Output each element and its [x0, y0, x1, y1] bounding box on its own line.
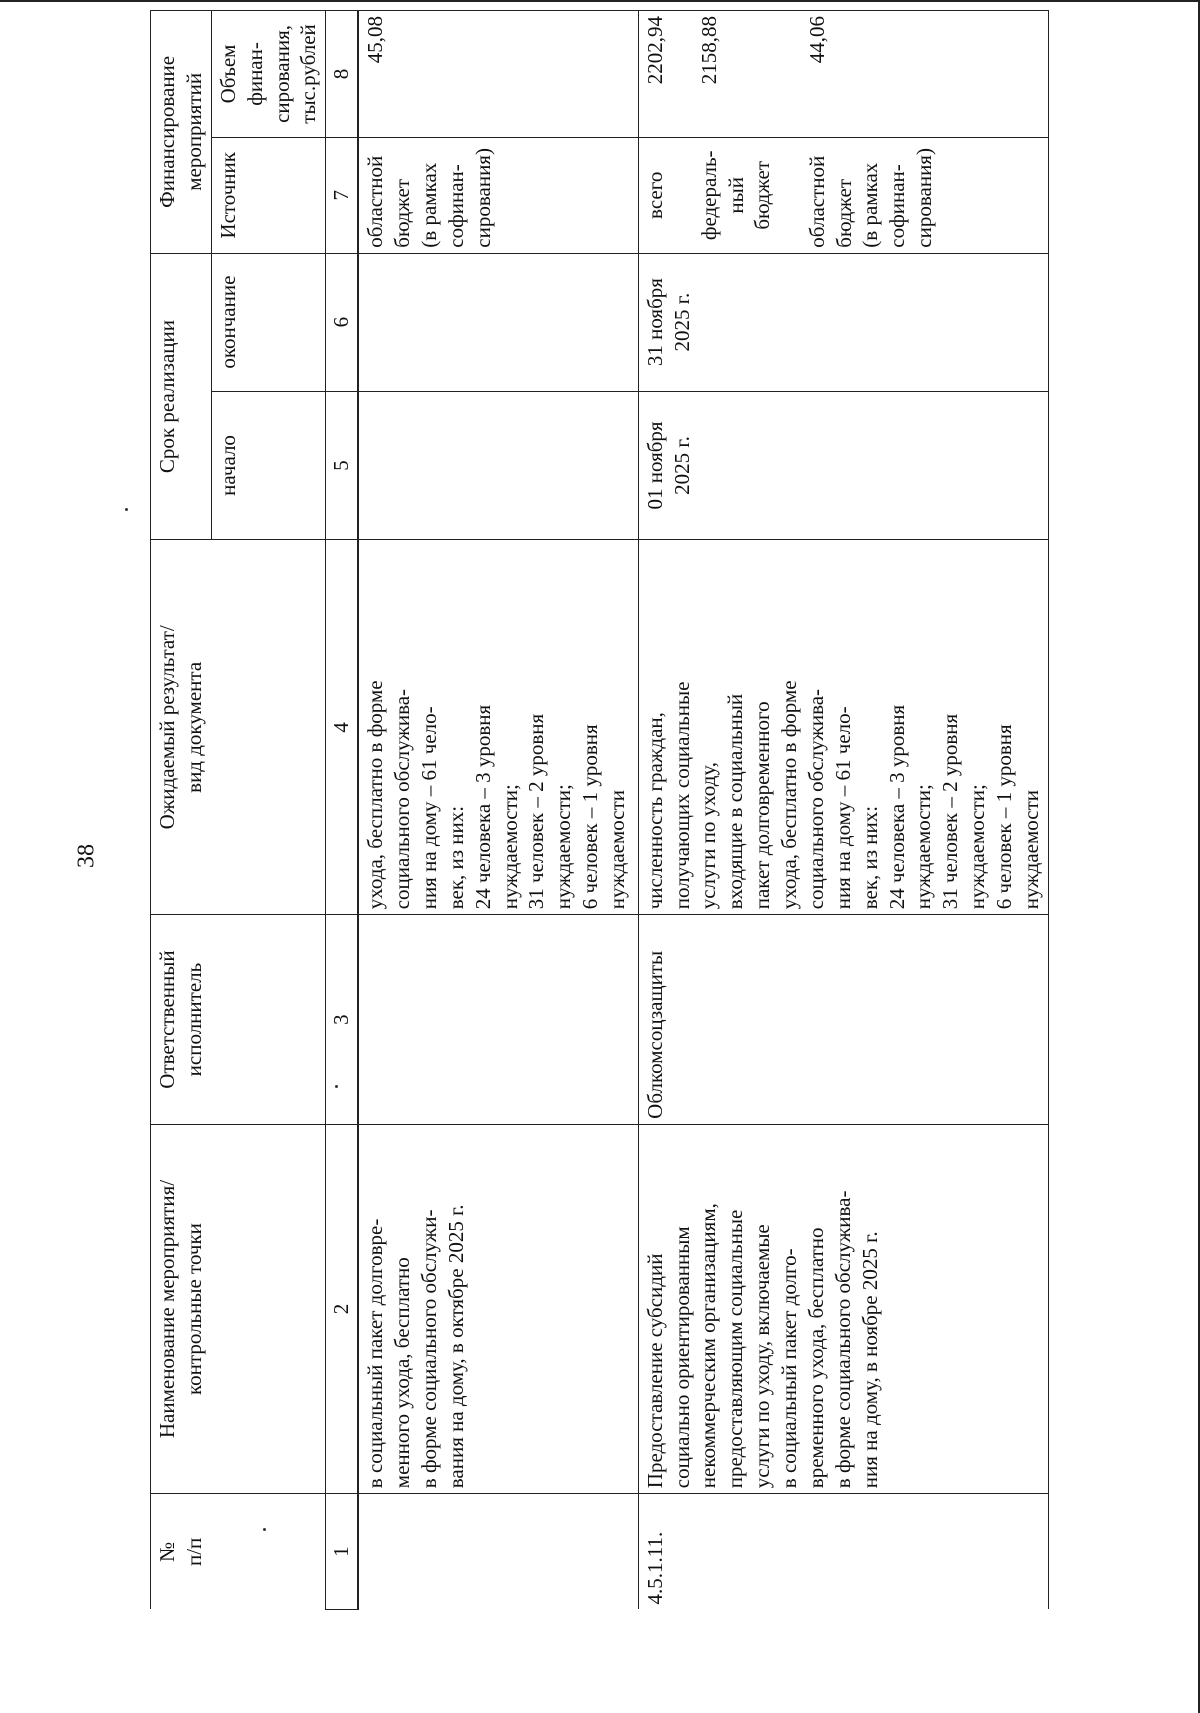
header-start: начало [211, 391, 326, 540]
header-responsible: Ответственный исполнитель [151, 915, 326, 1125]
table-header-row [151, 11, 212, 1610]
row-source-cell [638, 137, 1048, 253]
row-source-regional: областной бюджет (в рамках софинан- сирования) [804, 148, 937, 248]
row-volume-total: 2202,94 [642, 16, 667, 85]
row-responsible [358, 915, 638, 1125]
page-number: 38 [73, 844, 100, 868]
rotated-table-page [150, 0, 1050, 1610]
row-start [358, 391, 638, 540]
column-numbers-row [326, 11, 358, 1610]
row-name: Предоставление субсидий социально ориентированным некоммерческим организациям, предоставляющим социальные услуги по уходу, включаемые в социальный пакет долго- временного ухода, бесплатно в форме социального обслужива- ния на дому, в ноябре 2025 г. [638, 1124, 1048, 1493]
table-row [638, 11, 1048, 1610]
scan-speck [125, 508, 128, 511]
header-source: Источник [211, 137, 326, 253]
header-end: окончание [211, 253, 326, 391]
row-name: в социальный пакет долговре- менного ухода, бесплатно в форме социального обслужи- вания на дому, в октябре 2025 г. [358, 1124, 638, 1493]
measures-table [150, 10, 1049, 1610]
row-volume-regional: 44,06 [804, 16, 829, 64]
column-number: 4 [326, 540, 358, 915]
table-row [358, 11, 638, 1610]
header-result: Ожидаемый результат/ вид документа [151, 540, 326, 915]
row-result: численность граждан, получающих социальные услуги по уходу, входящие в социальный пакет долговременного ухода, бесплатно в форме социального обслужива- ния на дому – 61 чело- век, из них: 24 человека – 3 уровня нуждаемости; 31 человек – 2 уровня нуждаемости; 6 человек – 1 уровня нуждаемости [638, 540, 1048, 915]
row-source-total: всего [642, 171, 667, 219]
column-number: 6 [326, 253, 358, 391]
column-number: 7 [326, 137, 358, 253]
row-number: 4.5.1.11. [638, 1494, 1048, 1610]
column-number: 3 [326, 915, 358, 1125]
row-end [358, 253, 638, 391]
row-result: ухода, бесплатно в форме социального обслужива- ния на дому – 61 чело- век, из них: 24 человека – 3 уровня нуждаемости; 31 человек – 2 уровня нуждаемости; 6 человек – 1 уровня нуждаемости [358, 540, 638, 915]
header-volume: Объем финан- сирования, тыс.рублей [211, 11, 326, 138]
column-number: 1 [326, 1494, 358, 1610]
column-number: 8 [326, 11, 358, 138]
column-number: 5 [326, 391, 358, 540]
header-num: № п/п [151, 1494, 326, 1610]
header-name: Наименование мероприятия/ контрольные точки [151, 1124, 326, 1493]
header-financing: Финансирование мероприятий [151, 11, 212, 254]
row-source: областной бюджет (в рамках софинан- сирования) [358, 137, 638, 253]
row-number [358, 1494, 638, 1610]
column-number: 2 [326, 1124, 358, 1493]
header-term: Срок реализации [151, 253, 212, 540]
row-volume-federal: 2158,88 [696, 16, 721, 85]
row-start: 01 ноября 2025 г. [638, 391, 1048, 540]
row-source-federal: федераль- ный бюджет [696, 150, 775, 241]
row-responsible: Облкомсоцзащиты [638, 915, 1048, 1125]
row-volume: 45,08 [358, 11, 638, 138]
row-end: 31 ноября 2025 г. [638, 253, 1048, 391]
row-volume-cell [638, 11, 1048, 138]
